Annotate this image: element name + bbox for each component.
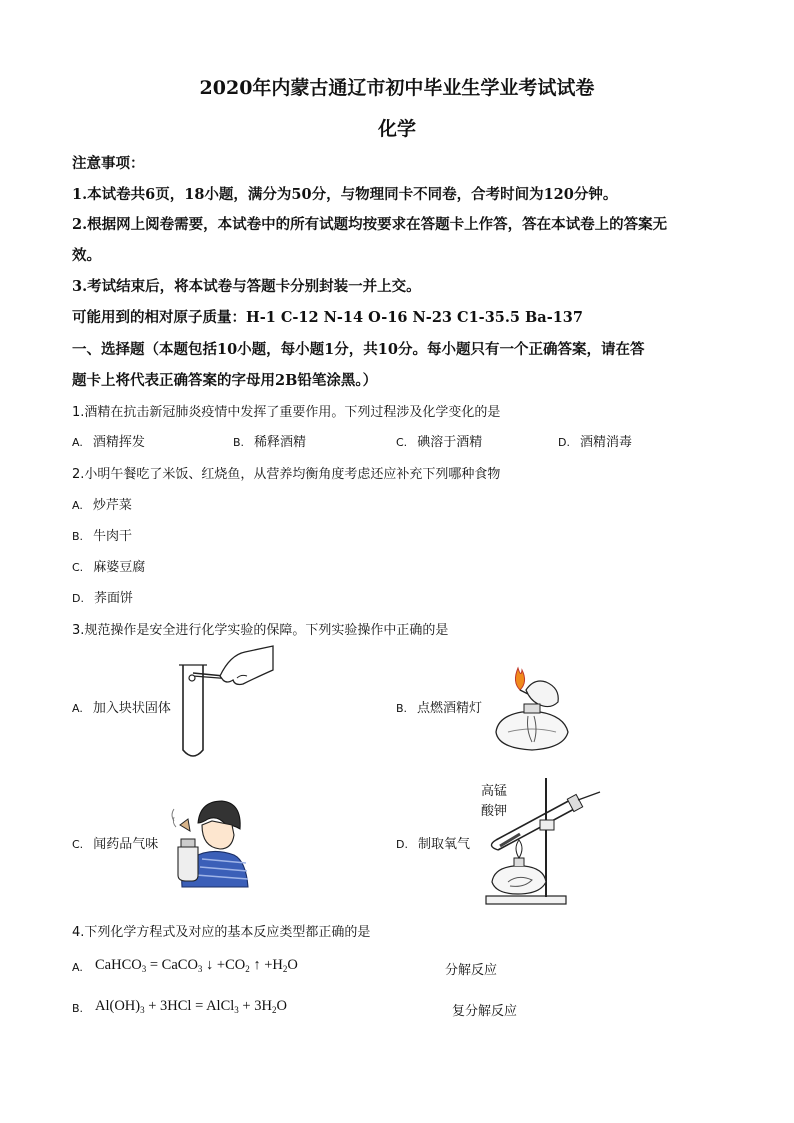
option-letter: B. (72, 1002, 84, 1015)
option-letter: A. (72, 436, 83, 449)
option-letter: D. (558, 436, 570, 449)
option-letter: D. (396, 838, 408, 851)
q4-option-a[interactable] (72, 960, 93, 975)
subject-title: 化学 (377, 118, 416, 140)
option-letter: C. (72, 838, 84, 851)
note-2: 2.根据网上阅卷需要，本试卷中的所有试题均按要求在答题卡上作答，答在本试卷上的答案无 (72, 216, 668, 233)
option-letter: C. (396, 436, 408, 449)
option-text: 牛肉干 (93, 529, 133, 544)
option-text: 酒精消毒 (579, 435, 632, 450)
q2-option-c[interactable] (72, 556, 145, 575)
figure-oxygen-apparatus (478, 770, 608, 910)
option-text: 炒芹菜 (92, 498, 132, 513)
q3-stem: 3.规范操作是安全进行化学实验的保障。下列实验操作中正确的是 (72, 623, 449, 638)
q4-equation-a: CaHCO$_3$ = CaCO$_3$ ↓ $+CO_2$ ↑ $+H_2O$ (95, 957, 298, 974)
q1-option-b[interactable] (233, 431, 306, 450)
q2-stem: 2.小明午餐吃了米饭、红烧鱼，从营养均衡角度考虑还应补充下列哪种食物 (72, 467, 501, 482)
q2-option-a[interactable] (72, 494, 132, 513)
option-text: 点燃酒精灯 (417, 701, 483, 716)
option-text: 闻药品气味 (93, 837, 159, 852)
option-letter: A. (72, 702, 83, 715)
figure-add-solid (175, 640, 275, 762)
q3-option-b[interactable] (396, 697, 482, 716)
option-letter: A. (72, 499, 83, 512)
option-text: 酒精挥发 (92, 435, 145, 450)
option-text: 碘溶于酒精 (417, 435, 483, 450)
q1-option-a[interactable] (72, 431, 145, 450)
figure-light-lamp (488, 660, 578, 755)
q4-type-b: 复分解反应 (452, 1004, 518, 1019)
exam-title: 2020年内蒙古通辽市初中毕业生学业考试试卷 (199, 77, 595, 99)
q1-option-d[interactable] (558, 431, 632, 450)
figure-label-line1: 高锰 (481, 784, 508, 799)
option-text: 麻婆豆腐 (93, 560, 146, 575)
option-letter: B. (72, 530, 84, 543)
figure-smell (172, 795, 252, 887)
option-letter: B. (396, 702, 408, 715)
option-text: 制取氧气 (417, 837, 470, 852)
note-2-cont: 效。 (72, 247, 101, 264)
q4-equation-b: $Al(OH)_3 + 3HCl$ = AlCl$_3$ + $3H_2O$ (95, 998, 287, 1015)
q1-stem: 1.酒精在抗击新冠肺炎疫情中发挥了重要作用。下列过程涉及化学变化的是 (72, 405, 501, 420)
q3-option-d[interactable] (396, 833, 470, 852)
option-letter: C. (72, 561, 84, 574)
note-1: 1.本试卷共6页，18小题，满分为50分，与物理同卡不同卷，合考时间为120分钟。 (72, 186, 618, 203)
q2-option-d[interactable] (72, 587, 133, 606)
section-heading: 一、选择题（本题包括10小题，每小题1分，共10分。每小题只有一个正确答案，请在答 (72, 341, 645, 358)
q3-option-a[interactable] (72, 697, 171, 716)
option-letter: D. (72, 592, 84, 605)
q4-option-b[interactable] (72, 1001, 93, 1016)
q1-option-c[interactable] (396, 431, 482, 450)
option-text: 稀释酒精 (254, 435, 307, 450)
option-letter: B. (233, 436, 245, 449)
option-text: 荞面饼 (93, 591, 133, 606)
q2-option-b[interactable] (72, 525, 132, 544)
section-heading-cont: 题卡上将代表正确答案的字母用2B铅笔涂黑。） (72, 372, 378, 389)
atomic-masses: 可能用到的相对原子质量：H-1 C-12 N-14 O-16 N-23 C1-35.5 Ba-137 (72, 309, 583, 326)
option-letter: A. (72, 961, 83, 974)
q4-type-a: 分解反应 (445, 963, 498, 978)
notes-heading: 注意事项： (72, 155, 145, 172)
option-text: 加入块状固体 (92, 701, 171, 716)
note-3: 3.考试结束后，将本试卷与答题卡分别封装一并上交。 (72, 278, 421, 295)
q3-option-c[interactable] (72, 833, 158, 852)
q4-stem: 4.下列化学方程式及对应的基本反应类型都正确的是 (72, 925, 371, 940)
figure-label-line2: 酸钾 (481, 804, 508, 819)
